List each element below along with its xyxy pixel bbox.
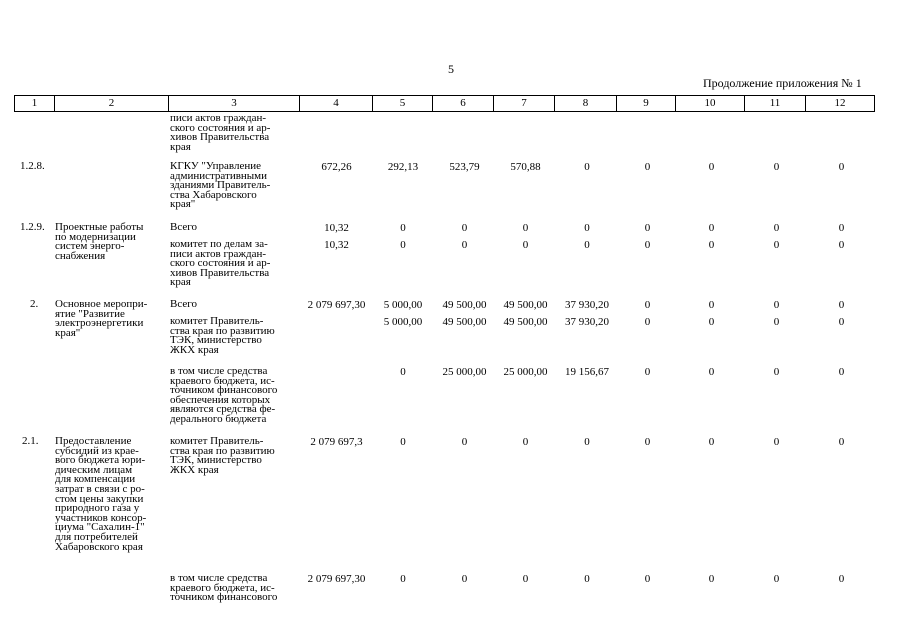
row-3-v6: 0 bbox=[708, 239, 715, 251]
row-5-col3: комитет Правитель- ства края по развитию ТЭК, министерство ЖКХ края bbox=[170, 315, 275, 356]
row-6-v5: 0 bbox=[644, 366, 651, 378]
row-6-col3: в том числе средства краевого бюджета, ис- точником финансового обеспечения которых являются средства фе- дерального бюджета bbox=[170, 365, 278, 425]
row-3-v7: 0 bbox=[773, 239, 780, 251]
row-7-v8: 0 bbox=[838, 436, 845, 448]
row-2-v0: 10,32 bbox=[324, 222, 349, 234]
header-cell: 5 bbox=[373, 96, 433, 112]
row-3-v2: 0 bbox=[461, 239, 468, 251]
row-6-v2: 25 000,00 bbox=[442, 366, 487, 378]
row-5-v6: 0 bbox=[708, 316, 715, 328]
row-7-v5: 0 bbox=[644, 436, 651, 448]
row-7-v1: 0 bbox=[400, 436, 406, 448]
row-2-v3: 0 bbox=[522, 222, 529, 234]
row-7-v7: 0 bbox=[773, 436, 780, 448]
continuation-label: Продолжение приложения № 1 bbox=[703, 76, 862, 90]
header-cell: 7 bbox=[494, 96, 555, 112]
row-4-col1: 2. bbox=[30, 298, 39, 310]
row-4-col3: Всего bbox=[170, 298, 197, 310]
row-4-v6: 0 bbox=[708, 299, 715, 311]
row-4-v1: 5 000,00 bbox=[383, 299, 423, 311]
row-8-v7: 0 bbox=[773, 573, 780, 585]
row-4-v0: 2 079 697,30 bbox=[307, 299, 366, 311]
row-3-v8: 0 bbox=[838, 239, 845, 251]
row-8-v8: 0 bbox=[838, 573, 845, 585]
header-cell: 1 bbox=[15, 96, 55, 112]
row-2-v1: 0 bbox=[400, 222, 406, 234]
row-6-v1: 0 bbox=[400, 366, 406, 378]
header-cell: 4 bbox=[300, 96, 373, 112]
header-cell: 12 bbox=[806, 96, 875, 112]
row-1-col1: 1.2.8. bbox=[20, 160, 45, 172]
row-5-v7: 0 bbox=[773, 316, 780, 328]
row-2-col1: 1.2.9. bbox=[20, 221, 45, 233]
row-2-v7: 0 bbox=[773, 222, 780, 234]
row-1-v4: 0 bbox=[584, 161, 590, 173]
row-2-v5: 0 bbox=[644, 222, 651, 234]
row-1-v7: 0 bbox=[773, 161, 780, 173]
row-3-v3: 0 bbox=[522, 239, 529, 251]
row-5-v4: 37 930,20 bbox=[565, 316, 609, 328]
row-4-v7: 0 bbox=[773, 299, 780, 311]
row-1-v1: 292,13 bbox=[387, 161, 419, 173]
row-3-v1: 0 bbox=[400, 239, 406, 251]
header-cell: 9 bbox=[617, 96, 676, 112]
row-2-col2: Проектные работы по модернизации систем энерго- снабжения bbox=[55, 221, 144, 262]
row-4-v4: 37 930,20 bbox=[565, 299, 609, 311]
row-1-v6: 0 bbox=[708, 161, 715, 173]
header-cell: 11 bbox=[745, 96, 806, 112]
row-7-col2: Предоставление субсидий из крае- вого бюджета юри- дическим лицам для компенсации затрат в связи с ро- стом цены закупки природного газа у участников консор- циума "Сахалин-1" для потребителей Хабаровского края bbox=[55, 435, 147, 553]
row-7-v6: 0 bbox=[708, 436, 715, 448]
row-2-col3: Всего bbox=[170, 221, 197, 233]
row-1-v8: 0 bbox=[838, 161, 845, 173]
row-2-v2: 0 bbox=[461, 222, 468, 234]
row-8-v4: 0 bbox=[584, 573, 590, 585]
row-6-v4: 19 156,67 bbox=[565, 366, 609, 378]
page-number: 5 bbox=[448, 62, 454, 76]
table-header bbox=[14, 95, 875, 112]
row-6-v8: 0 bbox=[838, 366, 845, 378]
row-0-col3: писи актов граждан- ского состояния и ар- хивов Правительства края bbox=[170, 112, 271, 153]
row-6-v7: 0 bbox=[773, 366, 780, 378]
row-4-v2: 49 500,00 bbox=[442, 299, 487, 311]
row-8-v5: 0 bbox=[644, 573, 651, 585]
row-3-v0: 10,32 bbox=[324, 239, 349, 251]
row-8-v3: 0 bbox=[522, 573, 529, 585]
row-1-v2: 523,79 bbox=[449, 161, 480, 173]
row-3-v5: 0 bbox=[644, 239, 651, 251]
row-8-v0: 2 079 697,30 bbox=[307, 573, 366, 585]
row-4-col2: Основное меропри- ятие "Развитие электроэнергетики края" bbox=[55, 298, 148, 339]
row-7-col3: комитет Правитель- ства края по развитию ТЭК, министерство ЖКХ края bbox=[170, 435, 275, 476]
row-4-v8: 0 bbox=[838, 299, 845, 311]
row-3-col3: комитет по делам за- писи актов граждан- ского состояния и ар- хивов Правительства края bbox=[170, 238, 271, 289]
row-4-v3: 49 500,00 bbox=[503, 299, 548, 311]
row-4-v5: 0 bbox=[644, 299, 651, 311]
row-2-v8: 0 bbox=[838, 222, 845, 234]
row-7-v3: 0 bbox=[522, 436, 529, 448]
row-3-v4: 0 bbox=[584, 239, 590, 251]
row-1-v0: 672,26 bbox=[321, 161, 352, 173]
row-7-v0: 2 079 697,3 bbox=[310, 436, 363, 448]
row-8-v2: 0 bbox=[461, 573, 468, 585]
row-5-v5: 0 bbox=[644, 316, 651, 328]
row-7-col1: 2.1. bbox=[22, 435, 39, 447]
row-5-v8: 0 bbox=[838, 316, 845, 328]
row-1-v3: 570,88 bbox=[510, 161, 541, 173]
header-cell: 3 bbox=[169, 96, 300, 112]
row-8-col3: в том числе средства краевого бюджета, ис- точником финансового bbox=[170, 572, 278, 604]
row-2-v6: 0 bbox=[708, 222, 715, 234]
row-2-v4: 0 bbox=[584, 222, 590, 234]
row-8-v6: 0 bbox=[708, 573, 715, 585]
header-cell: 10 bbox=[676, 96, 745, 112]
row-8-v1: 0 bbox=[400, 573, 406, 585]
row-7-v4: 0 bbox=[584, 436, 590, 448]
row-6-v3: 25 000,00 bbox=[503, 366, 548, 378]
row-5-v3: 49 500,00 bbox=[503, 316, 548, 328]
row-7-v2: 0 bbox=[461, 436, 468, 448]
row-6-v6: 0 bbox=[708, 366, 715, 378]
header-cell: 6 bbox=[433, 96, 494, 112]
header-cell: 8 bbox=[555, 96, 617, 112]
row-1-col3: КГКУ "Управление административными зданиями Правитель- ства Хабаровского края" bbox=[170, 160, 271, 211]
header-cell: 2 bbox=[55, 96, 169, 112]
row-5-v2: 49 500,00 bbox=[442, 316, 487, 328]
row-5-v1: 5 000,00 bbox=[383, 316, 423, 328]
row-1-v5: 0 bbox=[644, 161, 651, 173]
